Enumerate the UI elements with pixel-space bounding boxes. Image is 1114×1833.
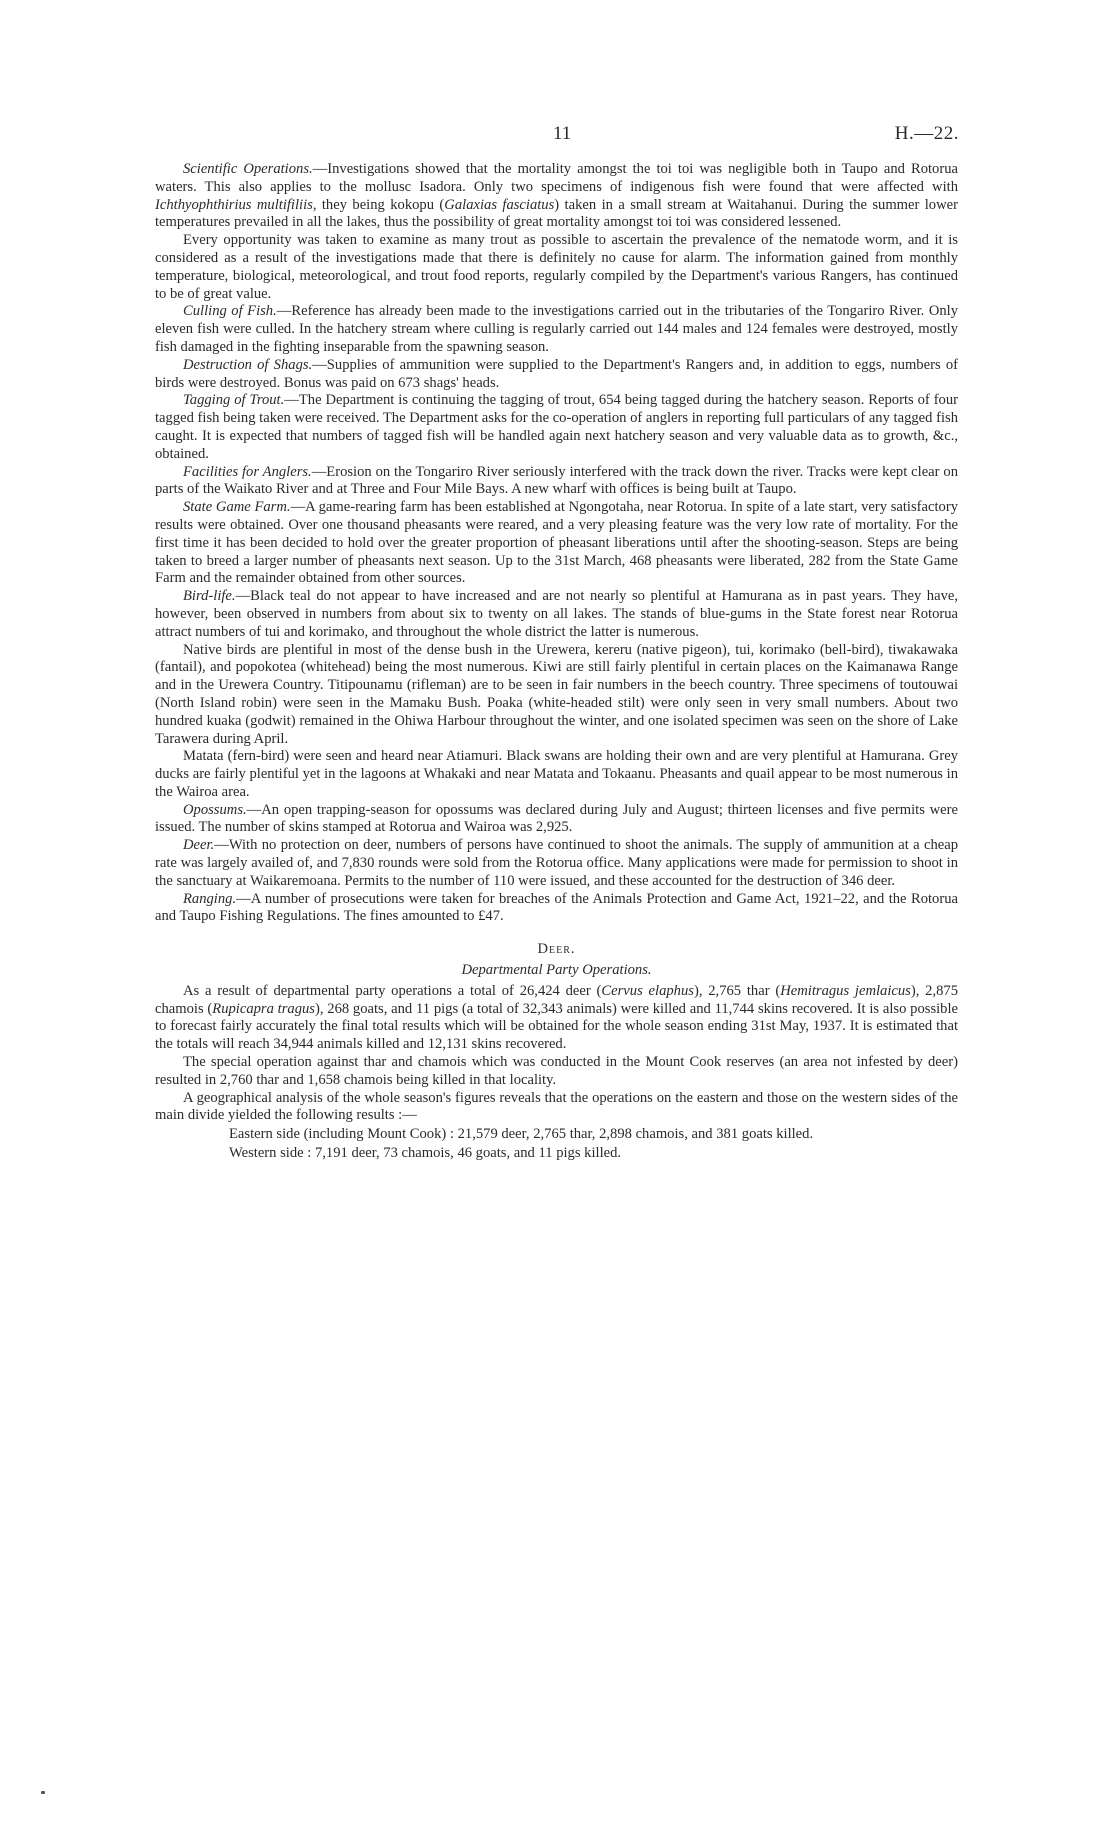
paragraph-text: —A game-rearing farm has been established at Ngongotaha, near Rotorua. In spite of a late start, very satisfactory results were obtained. Over one thousand pheasants were reared, and a very pleasing feature was the very low rate of mortality. For the first time it has been decided to hold over the greater proportion of pheasant liberations until after the shooting-season. Steps are being taken to breed a larger number of pheasants next season. Up to the 31st March, 468 pheasants were liberated, 282 from the State Game Farm and the remainder obtained from other sources. — [155, 499, 958, 587]
heading-facilities-for-anglers: Facilities for Anglers. — [183, 463, 312, 480]
paragraph-tagging-of-trout — [155, 392, 958, 463]
paragraph-geographical-analysis: A geographical analysis of the whole season's figures reveals that the operations on the eastern and those on the western sides of the main divide yielded the following results :— — [155, 1089, 958, 1124]
paragraph-text: ) taken in a small stream at Waitahanui. During the summer lower temperatures prevailed in all the lakes, thus the possibility of great mortality amongst toi toi was considered lessened. — [155, 196, 958, 231]
page-header — [0, 123, 1114, 147]
section-title: Deer. — [537, 941, 576, 958]
paragraph-text: —Black teal do not appear to have increased and are not nearly so plentiful at Hamurana as in past years. They have, however, been observed in numbers from about six to twenty on all lakes. The stands of blue-gums in the State forest near Rotorua attract numbers of tui and korimako, and throughout the whole district the latter is numerous. — [155, 588, 958, 640]
species-name: Rupicapra tragus — [212, 1000, 315, 1017]
eastern-side-results: Eastern side (including Mount Cook) : 21,579 deer, 2,765 thar, 2,898 chamois, and 381 goats killed. — [229, 1126, 814, 1143]
paragraph-text: ), 268 goats, and 11 pigs (a total of 32,343 animals) were killed and 11,744 skins recovered. It is also possible to forecast fairly accurately the final total results which will be obtained for the whole season ending 31st May, 1937. It is estimated that the totals will reach 34,944 animals killed and 12,131 skins recovered. — [155, 1000, 959, 1053]
section-subtitle: Departmental Party Operations. — [461, 962, 652, 979]
paragraph-opossums — [155, 802, 958, 838]
heading-deer: Deer. — [183, 837, 215, 854]
paragraph-departmental-results — [155, 983, 958, 1054]
paragraph-ranging — [155, 891, 958, 927]
paragraph-text: —With no protection on deer, numbers of persons have continued to shoot the animals. The supply of ammunition at a cheap rate was largely availed of, and 7,830 rounds were sold from the Rotorua office. Many applications were made for permission to shoot in the sanctuary at Waikaremoana. Permits to the number of 110 were issued, and these accounted for the destruction of 346 deer. — [155, 837, 958, 889]
paragraph-mount-cook-operation: The special operation against thar and chamois which was conducted in the Mount Cook reserves (an area not infested by deer) resulted in 2,760 thar and 1,658 chamois being killed in that locality. — [155, 1054, 958, 1088]
paragraph-text: —Investigations showed that the mortality amongst the toi toi was negligible both in Taupo and Rotorua waters. This also applies to the mollusc Isadora. Only two specimens of indigenous fish were found that were affected with — [155, 161, 958, 195]
species-name: Hemitragus jemlaicus — [780, 982, 911, 999]
page-number: 11 — [553, 123, 572, 144]
document-reference: H.—22. — [894, 123, 959, 144]
paragraph-deer — [155, 837, 958, 890]
species-name: Ichthyophthirius multifiliis — [155, 196, 313, 213]
document-body — [155, 161, 958, 1163]
paragraph-text: ), 2,875 chamois ( — [155, 982, 958, 1017]
species-name: Cervus elaphus — [601, 982, 694, 999]
heading-tagging-of-trout: Tagging of Trout. — [183, 392, 285, 409]
paragraph-text: , they being kokopu ( — [312, 196, 445, 213]
paragraph-text: —Supplies of ammunition were supplied to the Department's Rangers and, in addition to eggs, numbers of birds were destroyed. Bonus was paid on 673 shags' heads. — [155, 356, 958, 391]
paragraph-text: —Erosion on the Tongariro River seriously interfered with the track down the river. Tracks were kept clear on parts of the Waikato River and at Three and Four Mile Bays. A new wharf with offices is being built at Taupo. — [155, 463, 958, 498]
paragraph-facilities-for-anglers — [155, 464, 958, 500]
heading-state-game-farm: State Game Farm. — [183, 499, 291, 516]
paragraph-bird-life — [155, 588, 958, 641]
paragraph-text: —A number of prosecutions were taken for breaches of the Animals Protection and Game Act, 1921–22, and the Rotorua and Taupo Fishing Regulations. The fines amounted to £47. — [155, 890, 958, 925]
scan-speck — [41, 1791, 45, 1794]
paragraph-text: As a result of departmental party operations a total of 26,424 deer ( — [183, 982, 602, 999]
paragraph-state-game-farm — [155, 499, 958, 588]
paragraph-culling-of-fish — [155, 303, 958, 356]
heading-destruction-of-shags: Destruction of Shags. — [183, 356, 313, 373]
paragraph-text: —The Department is continuing the tagging of trout, 654 being tagged during the hatchery season. Reports of four tagged fish being taken were received. The Department asks for the co-operation of anglers in reporting full particulars of any tagged fish caught. It is expected that numbers of tagged fish will be handled again next hatchery season and very valuable data as to growth, &c., obtained. — [155, 392, 959, 462]
heading-bird-life: Bird-life. — [183, 588, 236, 605]
species-name: Galaxias fasciatus — [444, 196, 555, 213]
heading-scientific-operations: Scientific Operations. — [183, 161, 313, 177]
paragraph-native-birds: Native birds are plentiful in most of the dense bush in the Urewera, kereru (native pigeon), tui, korimako (bell-bird), tiwakawaka (fantail), and popokotea (whitehead) being the most numerous. Kiwi are still fairly plentiful in certain places on the Kaimanawa Range and in the Urewera Country. Titipounamu (rifleman) are to be seen in fair numbers in the beech country. Three specimens of toutouwai (North Island robin) were seen in the Mamaku Bush. Poaka (white-headed stilt) were only seen in very small numbers. About two hundred kuaka (godwit) remained in the Ohiwa Harbour throughout the winter, and one isolated specimen was seen on the shore of Lake Tarawera during April. — [155, 641, 958, 747]
paragraph-trout-examination: Every opportunity was taken to examine as many trout as possible to ascertain the prevalence of the nematode worm, and it is considered as a result of the investigations made that there is definitely no cause for alarm. The information gained from monthly temperature, biological, meteorological, and trout food reports, regularly compiled by the Department's various Rangers, has continued to be of great value. — [155, 232, 958, 302]
heading-opossums: Opossums. — [183, 801, 247, 818]
paragraph-scientific-operations — [155, 161, 958, 232]
western-side-results: Western side : 7,191 deer, 73 chamois, 46 goats, and 11 pigs killed. — [229, 1145, 622, 1162]
paragraph-destruction-of-shags — [155, 357, 958, 393]
paragraph-text: ), 2,765 thar ( — [693, 982, 781, 999]
heading-ranging: Ranging. — [183, 890, 237, 907]
heading-culling-of-fish: Culling of Fish. — [183, 303, 277, 320]
paragraph-matata: Matata (fern-bird) were seen and heard near Atiamuri. Black swans are holding their own and are very plentiful at Hamurana. Grey ducks are fairly plentiful yet in the lagoons at Whakaki and near Matata and Tokaanu. Pheasants and quail appear to be most numerous in the Wairoa area. — [155, 748, 958, 800]
paragraph-text: —An open trapping-season for opossums was declared during July and August; thirteen licenses and five permits were issued. The number of skins stamped at Rotorua and Wairoa was 2,925. — [155, 801, 958, 836]
paragraph-text: —Reference has already been made to the investigations carried out in the tributaries of the Tongariro River. Only eleven fish were culled. In the hatchery stream where culling is regularly carried out 144 males and 124 females were destroyed, mostly fish damaged in the fighting inseparable from the spawning season. — [155, 303, 959, 355]
